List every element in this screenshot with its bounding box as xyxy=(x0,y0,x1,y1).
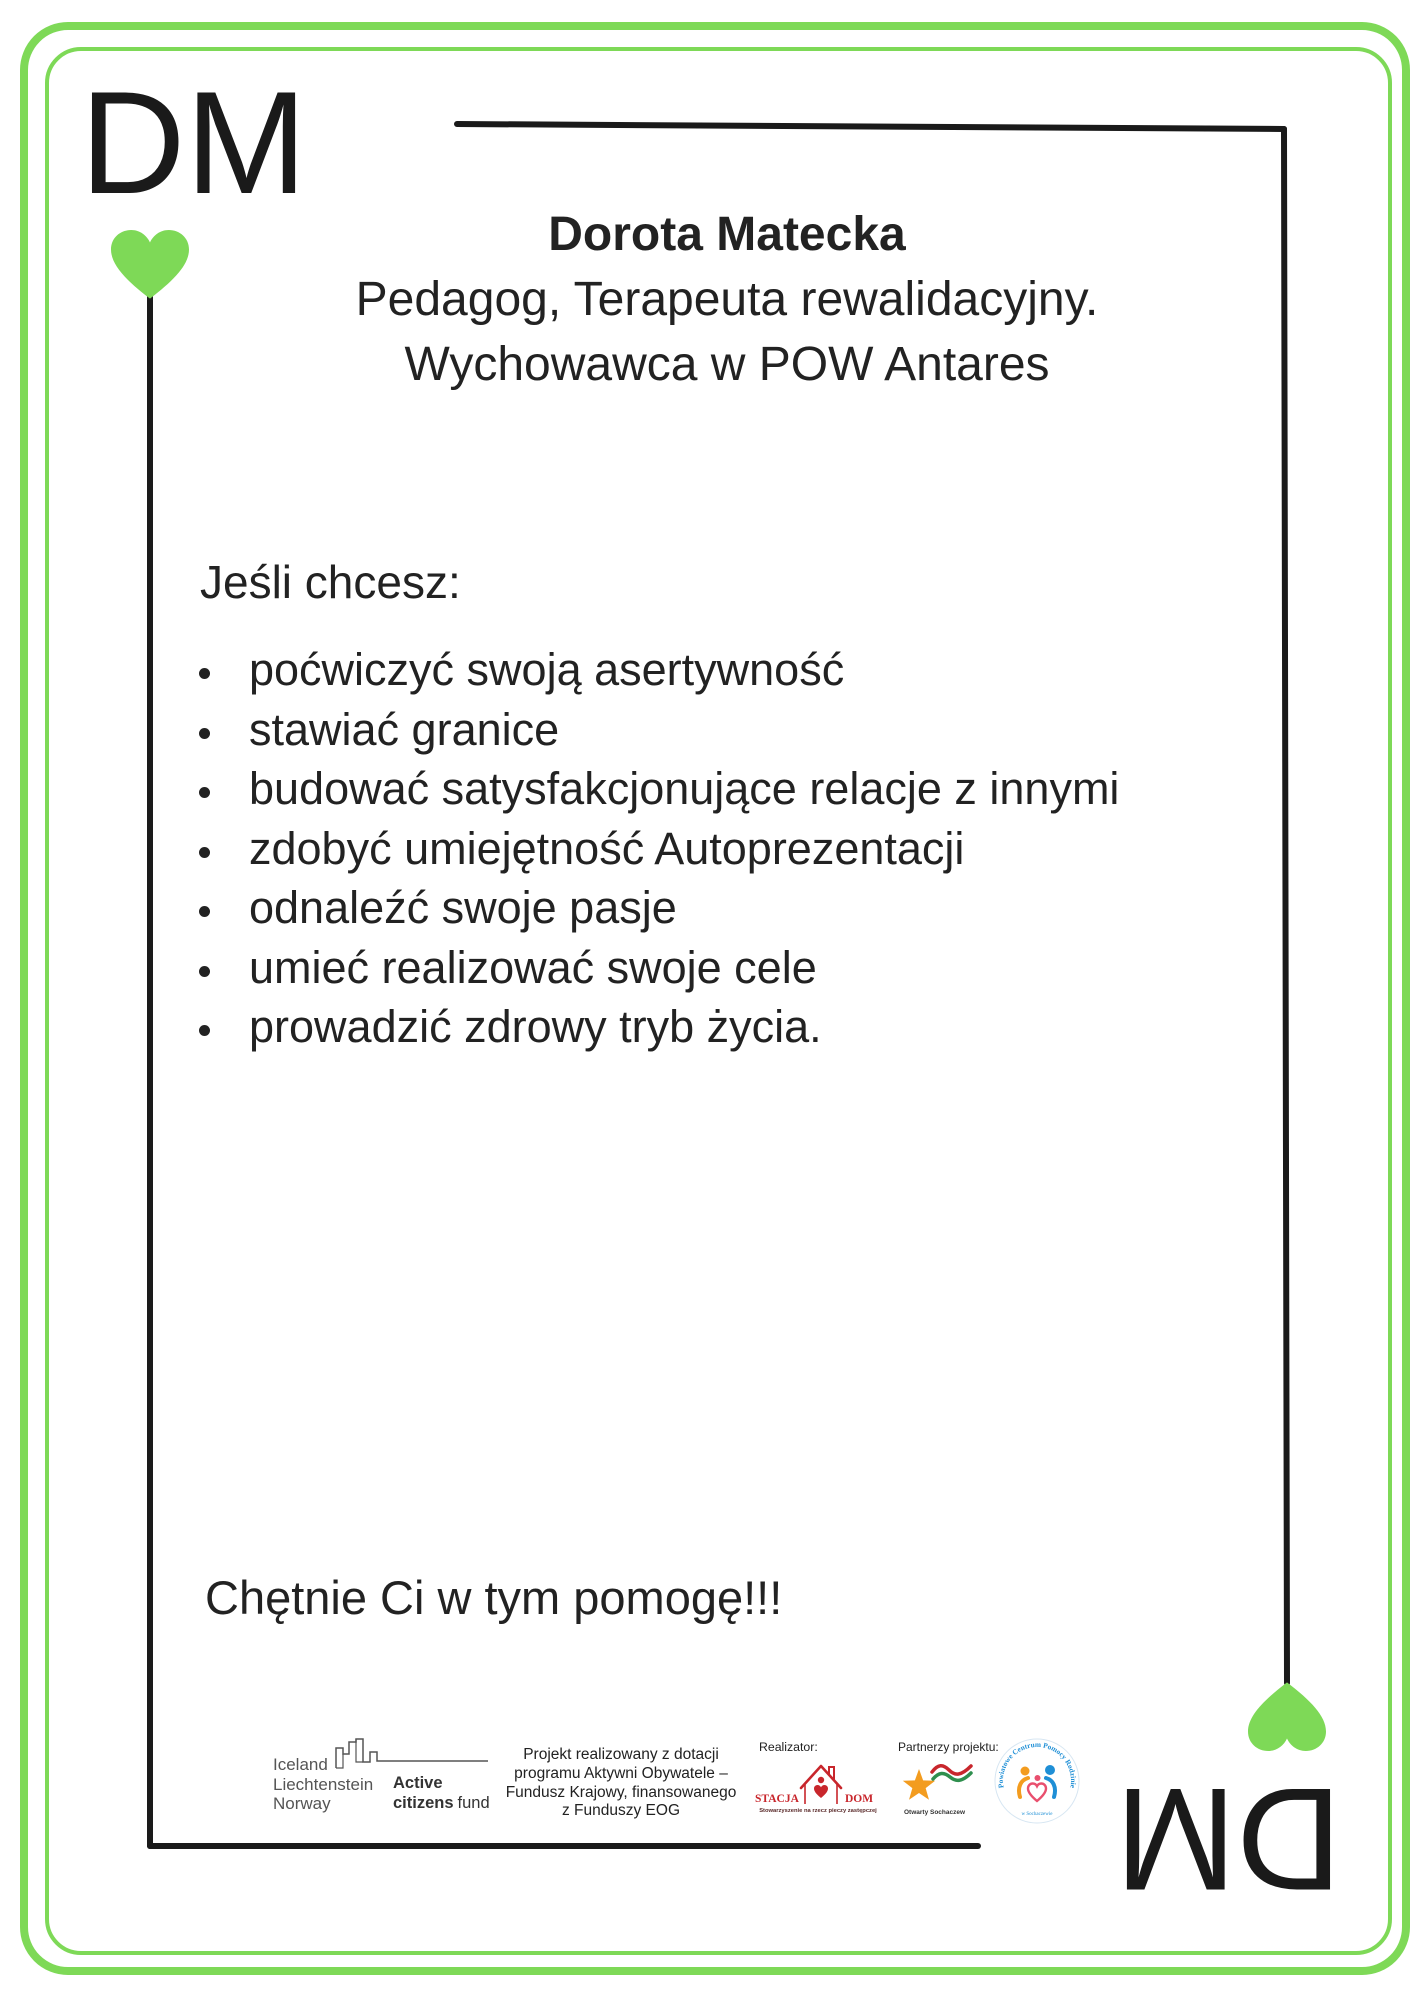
stacja-logo-subtitle: Stowarzyszenie na rzecz pieczy zastępczej xyxy=(759,1808,877,1814)
list-item-text: budować satysfakcjonujące relacje z innymi xyxy=(249,763,1120,814)
list-item-text: odnaleźć swoje pasje xyxy=(249,882,677,933)
figure-right-head xyxy=(1045,1765,1055,1775)
header xyxy=(277,202,1177,397)
acf-word-citizens: citizens xyxy=(393,1793,454,1812)
list-item xyxy=(199,819,1119,879)
figure-left-head xyxy=(1021,1767,1030,1776)
project-note xyxy=(496,1746,746,1821)
heart-icon xyxy=(1248,1682,1326,1751)
figure-heart xyxy=(814,1785,828,1798)
active-citizens-fund-text xyxy=(393,1774,490,1813)
acf-line-2 xyxy=(393,1794,490,1814)
intro-heading: Jeśli chcesz: xyxy=(200,556,461,608)
buildings-outline xyxy=(336,1739,488,1768)
bullet-dot xyxy=(199,906,210,917)
bullet-dot xyxy=(199,668,210,679)
heart-icon xyxy=(111,230,189,299)
project-note-line: Fundusz Krajowy, finansowanego xyxy=(505,1783,737,1801)
person-name: Dorota Matecka xyxy=(548,208,906,261)
implementer-label: Realizator: xyxy=(759,1740,818,1754)
family-circle-icon xyxy=(993,1737,1081,1825)
partners-label: Partnerzy projektu: xyxy=(898,1740,999,1754)
stacja-logo-left: STACJA xyxy=(755,1793,799,1805)
offer-list xyxy=(199,640,1119,1057)
stacja-logo-right: DOM xyxy=(845,1793,874,1805)
list-item xyxy=(199,938,1119,998)
figure-head xyxy=(818,1777,824,1783)
bullet-dot xyxy=(199,966,210,977)
eea-country: Norway xyxy=(273,1794,331,1813)
bullet-dot xyxy=(199,1025,210,1036)
figure-child-head xyxy=(1035,1775,1041,1781)
list-item xyxy=(199,640,1119,700)
otwarty-sochaczew-logo-text: Otwarty Sochaczew xyxy=(904,1809,966,1816)
list-item xyxy=(199,759,1119,819)
pcpr-circle xyxy=(995,1739,1079,1823)
acf-word-active: Active xyxy=(393,1774,443,1792)
list-item xyxy=(199,878,1119,938)
person-role: Pedagog, Terapeuta rewalidacyjny. xyxy=(355,273,1099,326)
list-item-text: poćwiczyć swoją asertywność xyxy=(249,644,845,695)
bullet-dot xyxy=(199,787,210,798)
list-item-text: stawiać granice xyxy=(249,703,560,755)
project-note-line: programu Aktywni Obywatele – xyxy=(514,1764,728,1782)
star-waves-icon xyxy=(900,1760,974,1808)
pcpr-bottom-text: w Sochaczewie xyxy=(1021,1812,1053,1817)
frame-line-right xyxy=(1284,129,1287,1683)
orange-star xyxy=(903,1769,935,1800)
eea-country: Liechtenstein xyxy=(273,1774,374,1794)
frame-line-top xyxy=(457,124,1284,129)
list-item xyxy=(199,997,1119,1057)
bullet-dot xyxy=(199,847,210,858)
red-wave xyxy=(932,1766,971,1774)
eea-country: Iceland xyxy=(273,1755,328,1774)
buildings-icon xyxy=(333,1736,493,1772)
project-note-line: Projekt realizowany z dotacji xyxy=(523,1746,719,1763)
list-item-text: prowadzić zdrowy tryb życia. xyxy=(249,1001,822,1052)
monogram-bottom: DM xyxy=(1114,1758,1342,1921)
project-note-line: z Funduszy EOG xyxy=(561,1802,680,1820)
person-workplace: Wychowawca w POW Antares xyxy=(404,338,1050,391)
list-item-text: umieć realizować swoje cele xyxy=(249,941,817,993)
pcpr-arc-textpath: Powiatowe Centrum Pomocy Rodzinie xyxy=(995,1739,1079,1789)
acf-word-fund: fund xyxy=(457,1793,490,1812)
closing-line: Chętnie Ci w tym pomogę!!! xyxy=(205,1571,783,1624)
list-item-text: zdobyć umiejętność Autoprezentacji xyxy=(249,822,965,874)
monogram-top: DM xyxy=(80,61,308,224)
bullet-dot xyxy=(199,728,210,739)
list-item xyxy=(199,700,1119,760)
